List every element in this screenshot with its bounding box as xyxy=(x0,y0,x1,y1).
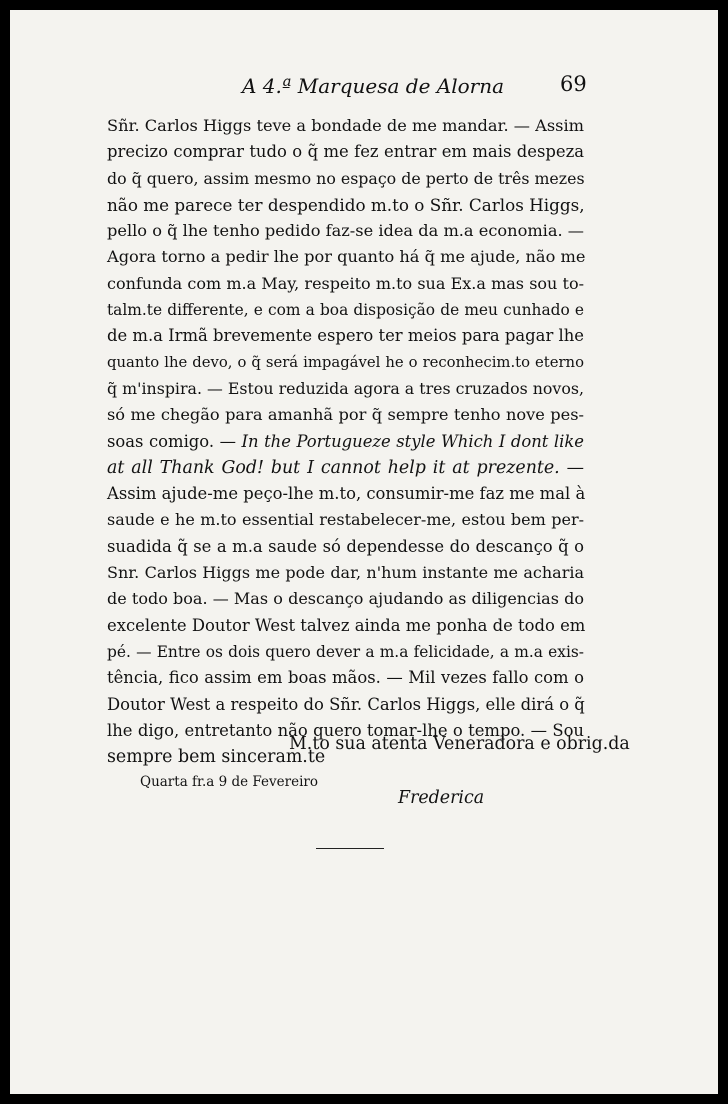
text-line: talm.te differente, e com a boa disposição de meu cunhado e xyxy=(107,301,584,320)
text-line: Agora torno a pedir lhe por quanto há q̃ me ajude, não me xyxy=(107,247,586,267)
text-line: confunda com m.a May, respeito m.to sua Ex.a mas sou to- xyxy=(107,273,584,293)
letter-body xyxy=(107,113,584,770)
text-line: lhe digo, entretanto não quero tomar-lhe o tempo. — Sou xyxy=(107,720,584,740)
running-title: A 4.ª Marquesa de Alorna xyxy=(242,74,505,98)
text-line: de todo boa. — Mas o descanço ajudando as diligencias do xyxy=(107,589,584,609)
text-line: tência, fico assim em boas mãos. — Mil vezes fallo com o xyxy=(107,668,584,688)
page-header xyxy=(10,74,718,102)
letter-date: Quarta fr.a 9 de Fevereiro xyxy=(140,774,319,790)
text-line: pé. — Entre os dois quero dever a m.a felicidade, a m.a exis- xyxy=(107,642,584,661)
text-line: não me parece ter despendido m.to o Sñr. Carlos Higgs, xyxy=(107,194,585,215)
text-line: quanto lhe devo, o q̃ será impagável he o reconhecim.to eterno xyxy=(107,353,584,371)
text-line: precizo comprar tudo o q̃ me fez entrar em mais despeza xyxy=(107,142,584,162)
closing-salutation: M.to sua atenta Veneradora e obrig.da xyxy=(289,734,630,754)
section-divider xyxy=(316,848,384,849)
text-line: saude e he m.to essential restabelecer-me, estou bem per- xyxy=(107,510,584,530)
text-line: suadida q̃ se a m.a saude só dependesse do descanço q̃ o xyxy=(107,536,584,556)
text-line-italic: at all Thank God! but I cannot help it at prezente. — xyxy=(107,457,584,478)
text-line: de m.a Irmã brevemente espero ter meios para pagar lhe xyxy=(107,326,584,346)
text-line: pello o q̃ lhe tenho pedido faz-se idea da m.a economia. — xyxy=(107,221,584,241)
text-line-italic: soas comigo. — In the Portugueze style Which I dont like xyxy=(107,431,584,451)
signature: Frederica xyxy=(398,788,485,808)
text-line: Snr. Carlos Higgs me pode dar, n'hum instante me acharia xyxy=(107,563,584,583)
text-line: Doutor West a respeito do Sñr. Carlos Higgs, elle dirá o q̃ xyxy=(107,694,585,714)
text-line: excelente Doutor West talvez ainda me ponha de todo em xyxy=(107,615,586,635)
text-line: Assim ajude-me peço-lhe m.to, consumir-me faz me mal à xyxy=(107,484,586,504)
text-line: Sñr. Carlos Higgs teve a bondade de me mandar. — Assim xyxy=(107,116,584,135)
text-line: q̃ m'inspira. — Estou reduzida agora a tres cruzados novos, xyxy=(107,378,584,398)
page-number: 69 xyxy=(560,72,587,96)
text-line: do q̃ quero, assim mesmo no espaço de perto de três mezes xyxy=(107,168,585,188)
text-line: sempre bem sinceram.te xyxy=(107,747,326,768)
text-line: só me chegão para amanhã por q̃ sempre tenho nove pes- xyxy=(107,405,584,425)
book-page xyxy=(10,10,718,1094)
